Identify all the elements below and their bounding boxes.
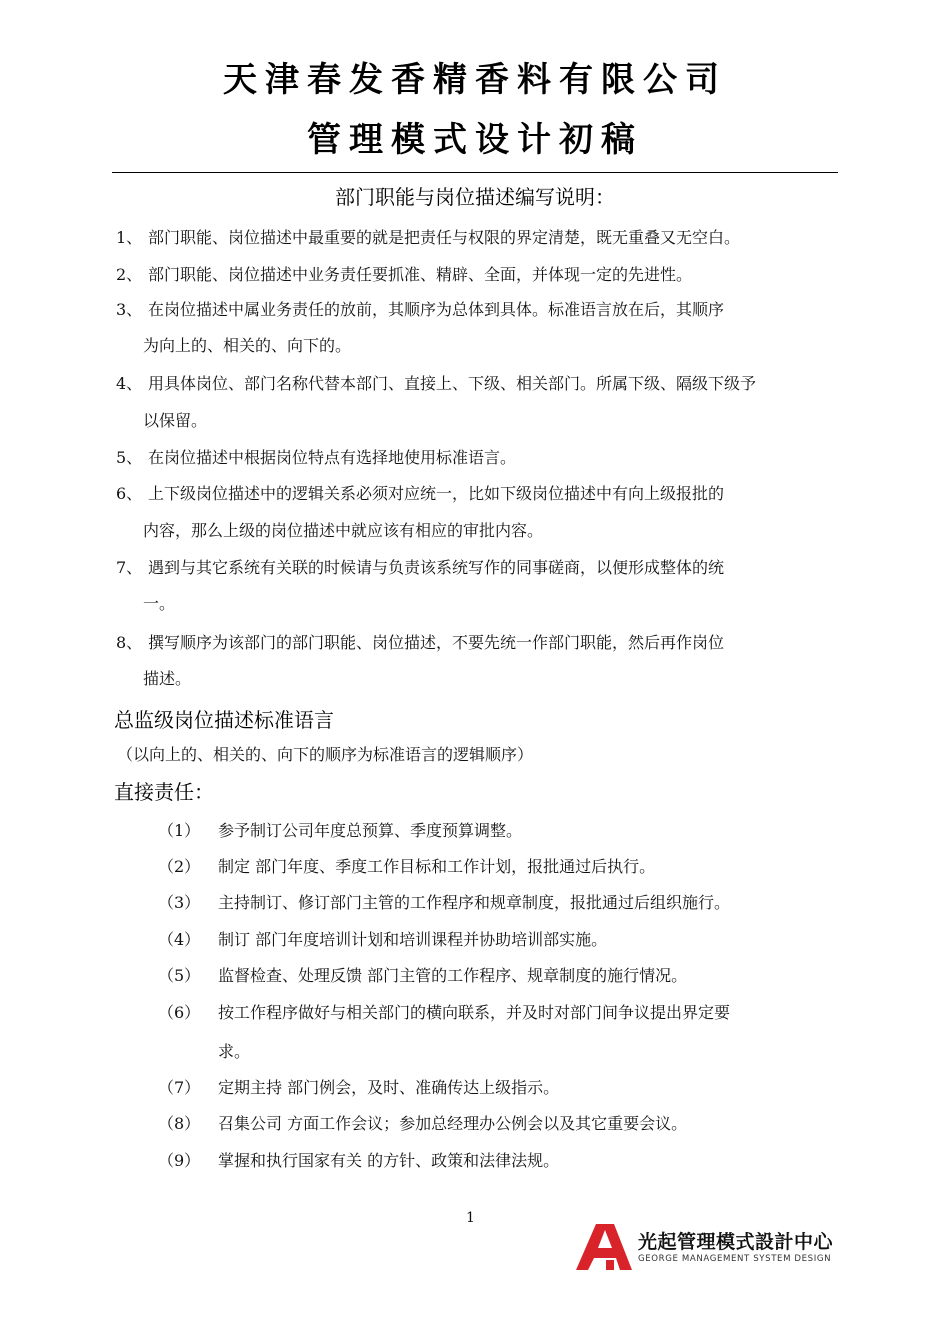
item-number: 4、 (116, 374, 143, 393)
title-divider (112, 172, 838, 173)
item-text: 召集公司 方面工作会议；参加总经理办公例会以及其它重要会议。 (218, 1114, 688, 1133)
item-number: （2） (158, 857, 201, 876)
item-number: 6、 (116, 484, 143, 503)
item-number: （1） (158, 821, 201, 840)
item-text: 定期主持 部门例会，及时、准确传达上级指示。 (218, 1078, 560, 1097)
section-heading-writing-guide: 部门职能与岗位描述编写说明： (335, 185, 615, 209)
page-number: 1 (466, 1210, 475, 1226)
item-number: （6） (158, 1003, 201, 1022)
item-number: 3、 (116, 300, 143, 319)
document-title: 管理模式设计初稿 (307, 120, 643, 160)
item-text: 制定 部门年度、季度工作目标和工作计划，报批通过后执行。 (218, 857, 656, 876)
item-text: 部门职能、岗位描述中最重要的就是把责任与权限的界定清楚，既无重叠又无空白。 (148, 228, 741, 247)
logo-english-text: GEORGE MANAGEMENT SYSTEM DESIGN (638, 1254, 832, 1264)
item-number: （5） (158, 966, 201, 985)
item-number: （3） (158, 893, 201, 912)
item-text: 部门职能、岗位描述中业务责任要抓准、精辟、全面，并体现一定的先进性。 (148, 265, 693, 284)
item-text-continued: 描述。 (143, 669, 192, 688)
item-text: 在岗位描述中根据岗位特点有选择地使用标准语言。 (148, 448, 517, 467)
section-heading-direct-responsibility: 直接责任： (114, 780, 214, 804)
item-text: 遇到与其它系统有关联的时候请与负责该系统写作的同事磋商，以便形成整体的统 (148, 558, 725, 577)
company-title: 天津春发香精香料有限公司 (223, 60, 727, 100)
item-number: （7） (158, 1078, 201, 1097)
item-text: 掌握和执行国家有关 的方针、政策和法律法规。 (218, 1151, 560, 1170)
item-text: 按工作程序做好与相关部门的横向联系，并及时对部门间争议提出界定要 (218, 1003, 731, 1022)
item-number: 5、 (116, 448, 143, 467)
item-text: 监督检查、处理反馈 部门主管的工作程序、规章制度的施行情况。 (218, 966, 688, 985)
item-text: 参予制订公司年度总预算、季度预算调整。 (218, 821, 523, 840)
item-text-continued: 求。 (218, 1042, 251, 1061)
item-text: 撰写顺序为该部门的部门职能、岗位描述，不要先统一作部门职能，然后再作岗位 (148, 633, 725, 652)
logo-chinese-text: 光起管理模式設計中心 (638, 1231, 834, 1253)
section-note: （以向上的、相关的、向下的顺序为标准语言的逻辑顺序） (117, 745, 534, 764)
item-number: （8） (158, 1114, 201, 1133)
item-text: 制订 部门年度培训计划和培训课程并协助培训部实施。 (218, 930, 608, 949)
item-text-continued: 为向上的、相关的、向下的。 (143, 336, 352, 355)
item-number: （9） (158, 1151, 201, 1170)
item-text-continued: 一。 (143, 594, 176, 613)
item-text: 上下级岗位描述中的逻辑关系必须对应统一，比如下级岗位描述中有向上级报批的 (148, 484, 725, 503)
section-heading-director-standard: 总监级岗位描述标准语言 (114, 708, 334, 732)
item-text-continued: 以保留。 (143, 411, 208, 430)
item-number: 2、 (116, 265, 143, 284)
item-number: 7、 (116, 558, 143, 577)
company-logo (576, 1223, 842, 1271)
item-number: 8、 (116, 633, 143, 652)
item-text-continued: 内容，那么上级的岗位描述中就应该有相应的审批内容。 (143, 521, 544, 540)
item-text: 用具体岗位、部门名称代替本部门、直接上、下级、相关部门。所属下级、隔级下级予 (148, 374, 757, 393)
item-text: 主持制订、修订部门主管的工作程序和规章制度，报批通过后组织施行。 (218, 893, 731, 912)
item-number: 1、 (116, 228, 143, 247)
logo-a-mark-icon (576, 1224, 632, 1270)
item-number: （4） (158, 930, 201, 949)
item-text: 在岗位描述中属业务责任的放前，其顺序为总体到具体。标准语言放在后，其顺序 (148, 300, 725, 319)
